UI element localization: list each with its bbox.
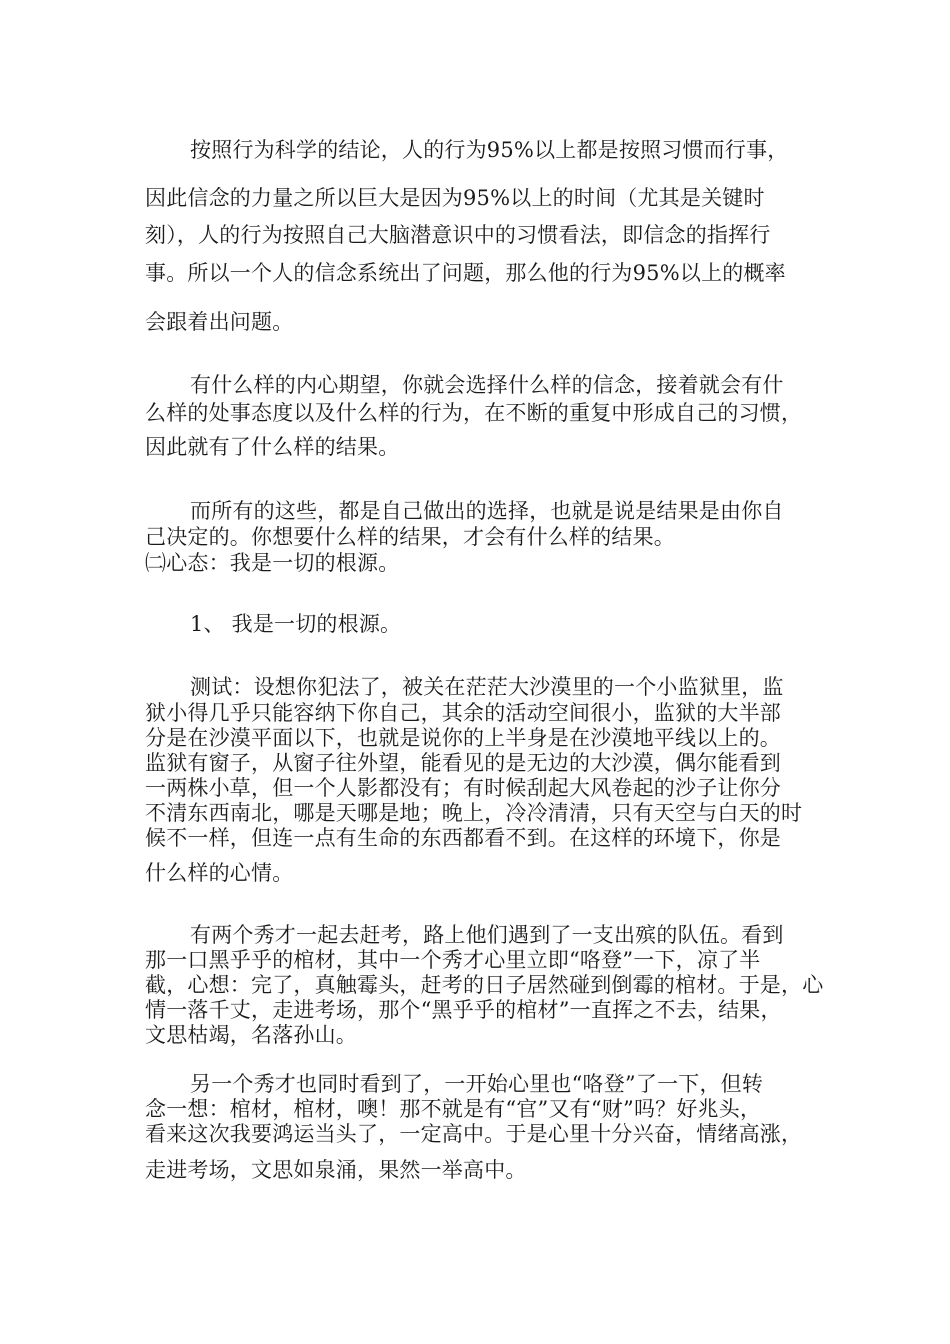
paragraph-test-line-2: 狱小得几乎只能容纳下你自己，其余的活动空间很小，监狱的大半部 <box>145 701 781 725</box>
paragraph-test-line-6: 不清东西南北，哪是天哪是地；晚上，冷冷清清，只有天空与白天的时 <box>145 801 803 825</box>
paragraph-2-line-2: 么样的处事态度以及什么样的行为，在不断的重复中形成自己的习惯， <box>145 401 803 425</box>
paragraph-scholars-line-5: 文思枯竭，名落孙山。 <box>145 1023 357 1047</box>
section-heading: ㈡心态：我是一切的根源。 <box>145 551 400 575</box>
paragraph-scholars-line-1: 有两个秀才一起去赶考，路上他们遇到了一支出殡的队伍。看到 <box>190 923 784 947</box>
paragraph-test-line-1: 测试：设想你犯法了，被关在茫茫大沙漠里的一个小监狱里，监 <box>190 675 784 699</box>
paragraph-test-line-5: 一两株小草，但一个人影都没有；有时候刮起大风卷起的沙子让你分 <box>145 776 781 800</box>
paragraph-test-line-3: 分是在沙漠平面以下，也就是说你的上半身是在沙漠地平线以上的。 <box>145 726 781 750</box>
paragraph-2-line-1: 有什么样的内心期望，你就会选择什么样的信念，接着就会有什 <box>190 373 784 397</box>
paragraph-3-line-2: 己决定的。你想要什么样的结果，才会有什么样的结果。 <box>145 525 675 549</box>
paragraph-scholars-line-3: 截，心想：完了，真触霉头，赶考的日子居然碰到倒霉的棺材。于是，心 <box>145 973 824 997</box>
paragraph-1-line-1: 按照行为科学的结论，人的行为95%以上都是按照习惯而行事， <box>190 138 789 162</box>
paragraph-test-line-8: 什么样的心情。 <box>145 861 294 885</box>
paragraph-1-line-2: 因此信念的力量之所以巨大是因为95%以上的时间（尤其是关键时 <box>145 186 765 210</box>
paragraph-1-line-5: 会跟着出问题。 <box>145 310 294 334</box>
paragraph-test-line-7: 候不一样，但连一点有生命的东西都看不到。在这样的环境下，你是 <box>145 826 781 850</box>
paragraph-test-line-4: 监狱有窗子，从窗子往外望，能看见的是无边的大沙漠，偶尔能看到 <box>145 751 781 775</box>
paragraph-3-line-1: 而所有的这些，都是自己做出的选择，也就是说是结果是由你自 <box>190 499 784 523</box>
paragraph-other-line-1: 另一个秀才也同时看到了，一开始心里也“咯登”了一下，但转 <box>190 1072 764 1096</box>
paragraph-scholars-line-2: 那一口黑乎乎的棺材，其中一个秀才心里立即“咯登”一下，凉了半 <box>145 948 761 972</box>
paragraph-other-line-3: 看来这次我要鸿运当头了，一定高中。于是心里十分兴奋，情绪高涨， <box>145 1122 803 1146</box>
paragraph-other-line-4: 走进考场，文思如泉涌，果然一举高中。 <box>145 1158 527 1182</box>
paragraph-1-line-3: 刻），人的行为按照自己大脑潜意识中的习惯看法，即信念的指挥行 <box>145 223 771 247</box>
paragraph-1-line-4: 事。所以一个人的信念系统出了问题，那么他的行为95%以上的概率 <box>145 261 786 285</box>
numbered-item-1: 1、 我是一切的根源。 <box>190 612 402 636</box>
paragraph-scholars-line-4: 情一落千丈，走进考场，那个“黑乎乎的棺材”一直挥之不去，结果， <box>145 998 782 1022</box>
paragraph-2-line-3: 因此就有了什么样的结果。 <box>145 435 400 459</box>
paragraph-other-line-2: 念一想：棺材，棺材，噢！那不就是有“官”又有“财”吗？好兆头， <box>145 1097 762 1121</box>
